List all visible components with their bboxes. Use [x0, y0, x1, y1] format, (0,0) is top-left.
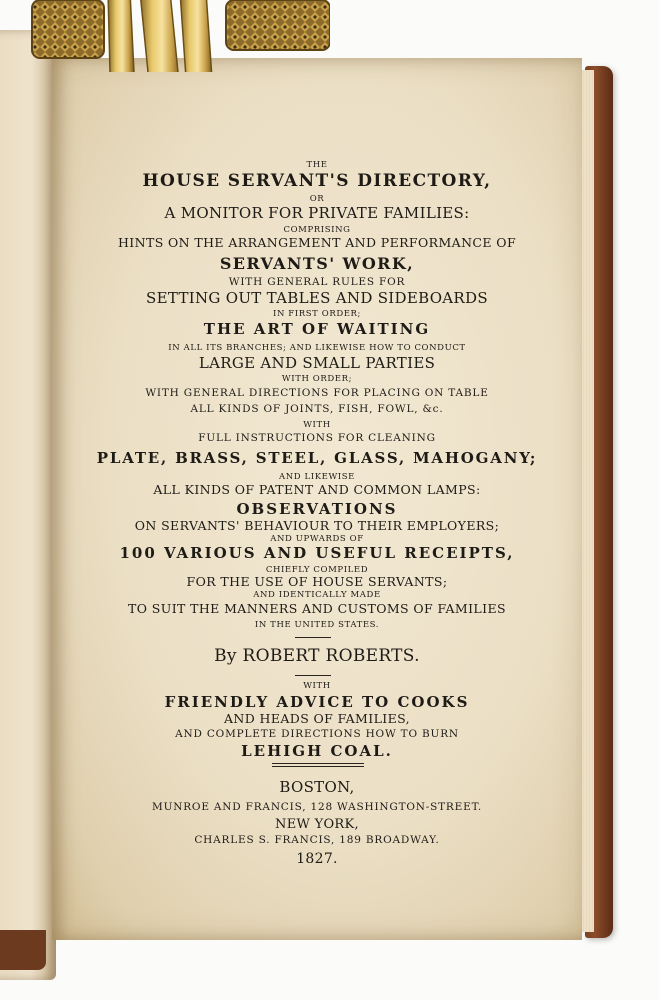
- text-chiefly-compiled: CHIEFLY COMPILED: [265, 565, 369, 575]
- text-identically-made: AND IDENTICALLY MADE: [253, 590, 381, 600]
- text-behaviour: ON SERVANTS' BEHAVIOUR TO THEIR EMPLOYERS;: [134, 518, 500, 533]
- text-with-order: WITH ORDER;: [281, 374, 353, 384]
- imprint-munroe-francis: MUNROE AND FRANCIS, 128 WASHINGTON-STREET.: [152, 801, 482, 813]
- text-comprising: COMPRISING: [283, 225, 351, 235]
- text-or: OR: [309, 194, 325, 204]
- text-setting-out: SETTING OUT TABLES AND SIDEBOARDS: [146, 289, 488, 307]
- text-joints-fish-fowl: ALL KINDS OF JOINTS, FISH, FOWL, &c.: [190, 403, 444, 415]
- title-page-text: [52, 58, 582, 940]
- text-with-1: WITH: [303, 420, 331, 430]
- text-upwards-of: AND UPWARDS OF: [270, 534, 364, 544]
- imprint-year: 1827.: [296, 851, 338, 867]
- text-first-order: IN FIRST ORDER;: [273, 309, 361, 319]
- text-manners-customs: TO SUIT THE MANNERS AND CUSTOMS OF FAMILIES: [128, 601, 506, 616]
- text-the: THE: [306, 160, 328, 170]
- heading-observations: OBSERVATIONS: [236, 500, 398, 518]
- imprint-boston: BOSTON,: [279, 778, 355, 796]
- text-house-servants: FOR THE USE OF HOUSE SERVANTS;: [186, 574, 448, 589]
- heading-receipts: 100 VARIOUS AND USEFUL RECEIPTS,: [119, 544, 515, 562]
- text-likewise: AND LIKEWISE: [279, 472, 355, 482]
- main-title: HOUSE SERVANT'S DIRECTORY,: [142, 171, 492, 191]
- text-complete-directions: AND COMPLETE DIRECTIONS HOW TO BURN: [175, 728, 459, 740]
- heading-friendly-advice: FRIENDLY ADVICE TO COOKS: [164, 693, 470, 711]
- left-page-edge: [0, 30, 56, 980]
- text-general-rules: WITH GENERAL RULES FOR: [228, 276, 406, 288]
- heading-lehigh-coal: LEHIGH COAL.: [241, 742, 393, 760]
- text-united-states: IN THE UNITED STATES.: [254, 620, 380, 630]
- imprint-charles-francis: CHARLES S. FRANCIS, 189 BROADWAY.: [194, 834, 440, 846]
- text-all-branches: IN ALL ITS BRANCHES; AND LIKEWISE HOW TO CONDUCT: [168, 343, 466, 353]
- text-large-small-parties: LARGE AND SMALL PARTIES: [198, 354, 436, 372]
- author-line: By ROBERT ROBERTS.: [214, 646, 420, 666]
- text-with-2: WITH: [303, 681, 331, 691]
- heading-servants-work: SERVANTS' WORK,: [219, 254, 415, 273]
- imprint-new-york: NEW YORK,: [275, 817, 359, 832]
- heading-art-of-waiting: THE ART OF WAITING: [203, 320, 431, 338]
- divider-double-rule: [272, 763, 364, 767]
- divider-rule-2: [295, 675, 331, 676]
- heading-plate-brass: PLATE, BRASS, STEEL, GLASS, MAHOGANY;: [96, 449, 538, 467]
- divider-rule-1: [295, 637, 331, 638]
- left-cover-corner: [0, 930, 46, 970]
- text-patent-lamps: ALL KINDS OF PATENT AND COMMON LAMPS:: [153, 482, 481, 497]
- text-hints: HINTS ON THE ARRANGEMENT AND PERFORMANCE OF: [117, 235, 517, 250]
- text-heads-of-families: AND HEADS OF FAMILIES,: [223, 711, 411, 726]
- text-full-instructions: FULL INSTRUCTIONS FOR CLEANING: [198, 432, 436, 444]
- text-general-directions: WITH GENERAL DIRECTIONS FOR PLACING ON TABLE: [145, 387, 489, 399]
- subtitle-monitor: A MONITOR FOR PRIVATE FAMILIES:: [164, 204, 470, 222]
